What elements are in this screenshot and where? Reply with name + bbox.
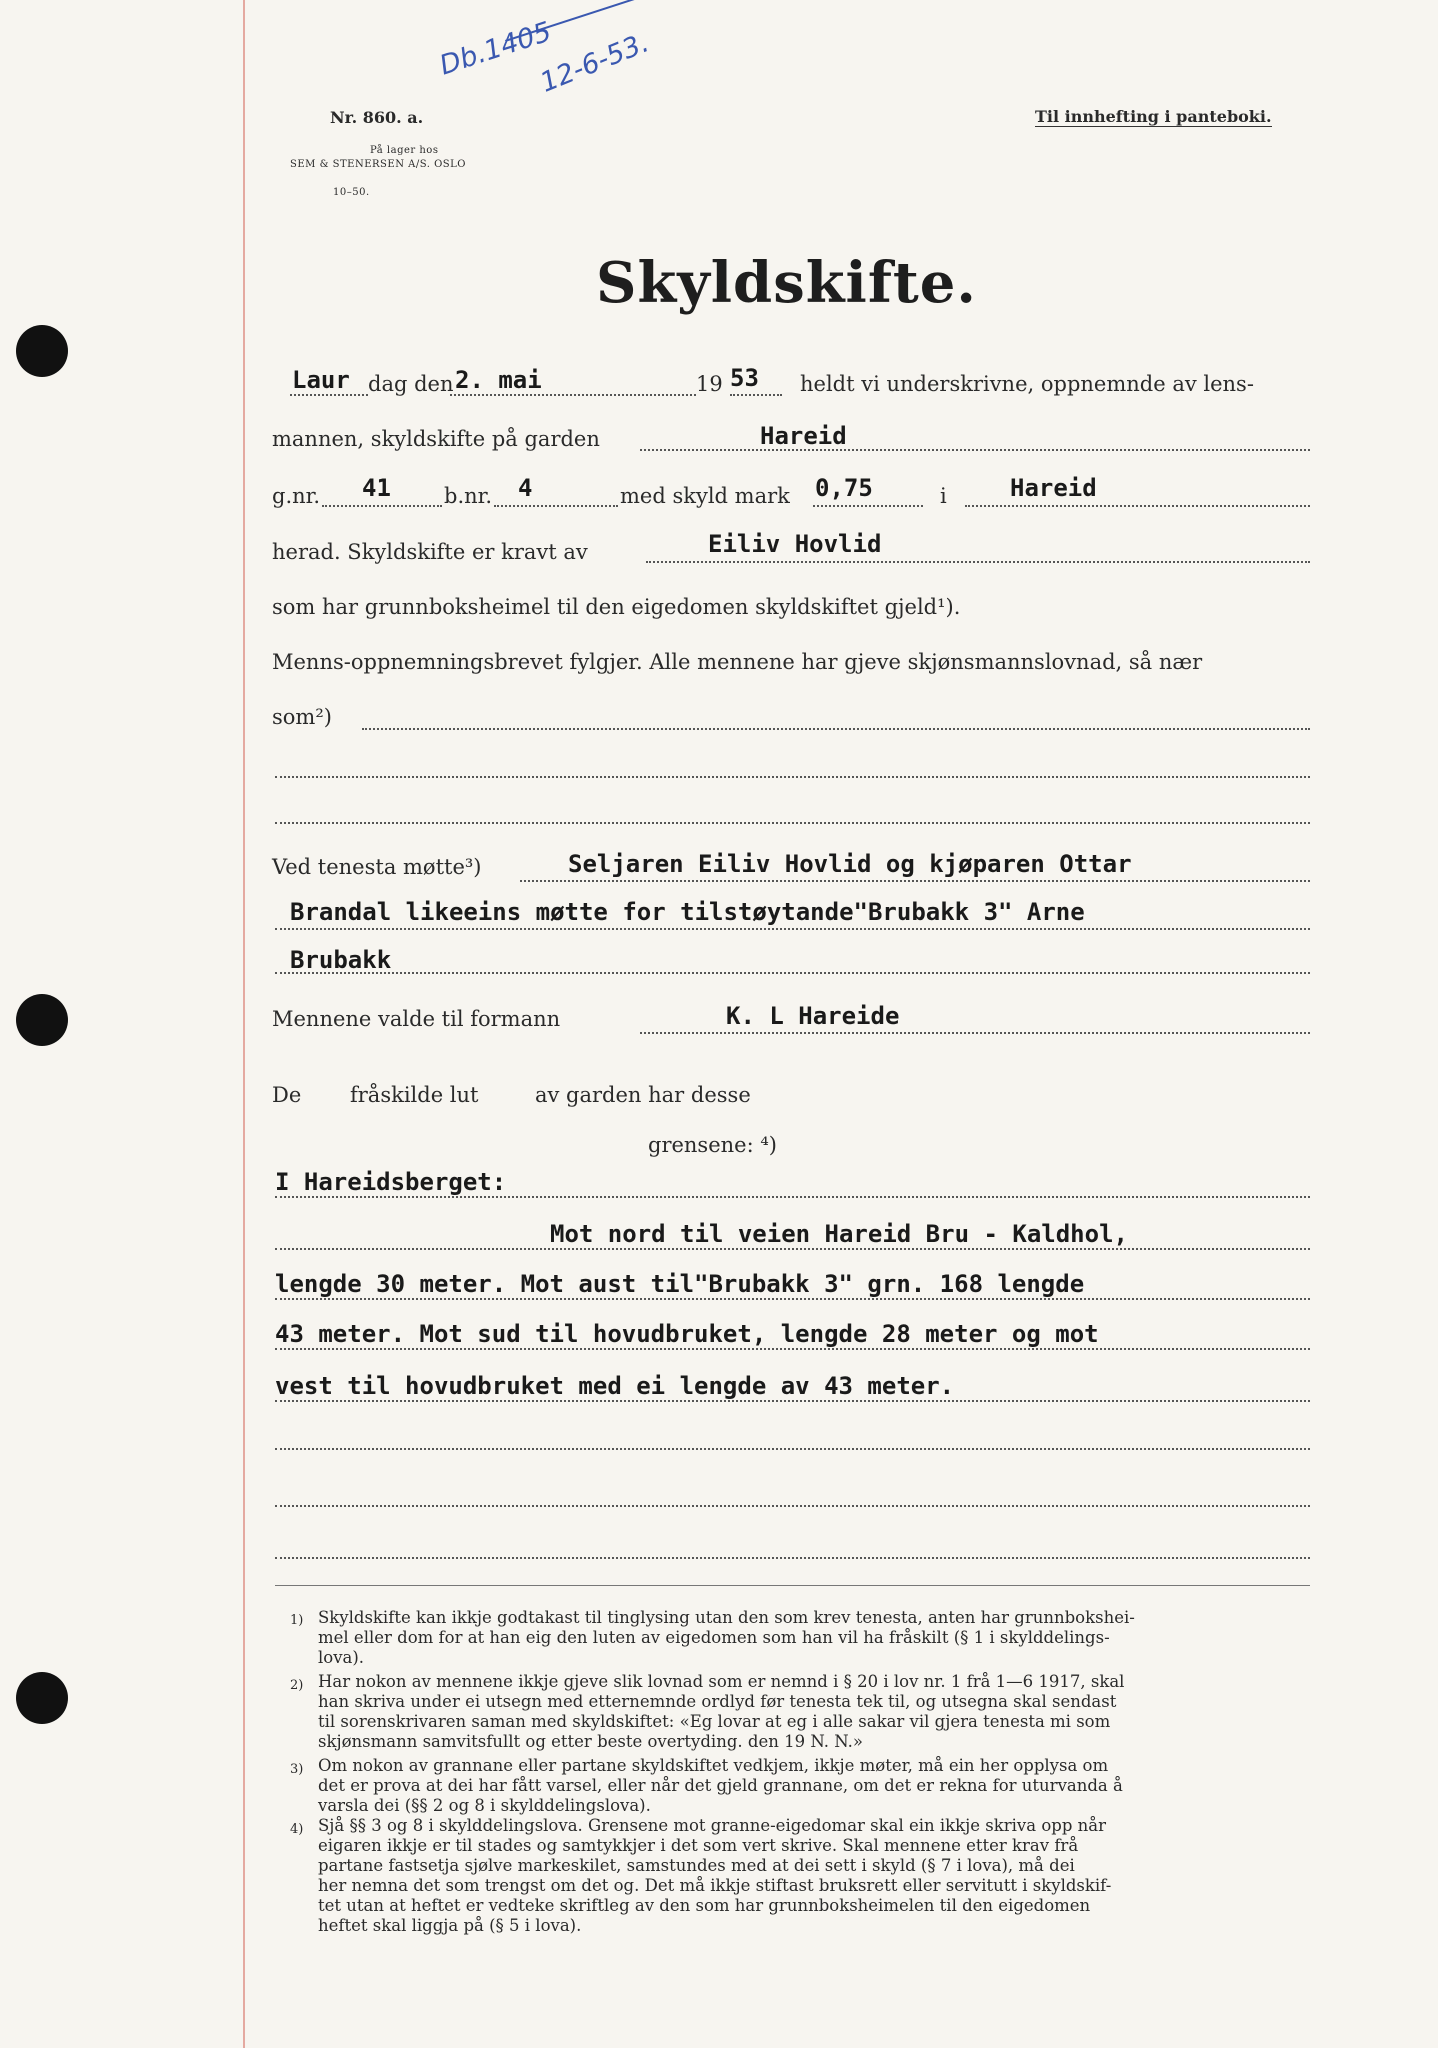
footnote-1-number: 1) (290, 1613, 304, 1628)
printer-date: 10–50. (333, 187, 370, 198)
herad-fill: Hareid (1010, 474, 1097, 502)
text-menns: Menns-oppnemningsbrevet fylgjer. Alle mennene har gjeve skjønsmannslovnad, så nær (272, 650, 1203, 674)
handwritten-reference: Db.1405 (436, 16, 556, 82)
boundary-line-5: vest til hovudbruket med ei lengde av 43 meter. (275, 1372, 955, 1400)
boundary-line-1: I Hareidsberget: (275, 1168, 507, 1196)
label-skyld: med skyld mark (620, 484, 790, 508)
label-herad: herad. Skyldskifte er kravt av (272, 540, 588, 564)
label-som: som²) (272, 705, 332, 729)
printer-name: SEM & STENERSEN A/S. OSLO (290, 159, 466, 170)
label-formann: Mennene valde til formann (272, 1007, 561, 1031)
label-mannen: mannen, skyldskifte på garden (272, 427, 600, 451)
requester-fill: Eiliv Hovlid (708, 530, 882, 558)
footnote-4: Sjå §§ 3 og 8 i skylddelingslova. Grensene mot granne-eigedomar skal ein ikkje skriva opp når eigaren ikkje er til stades og samtykkjer i det som vert skrive. Skal mennene etter krav frå partane fastsetja sjølve markeskilet, samstundes med at dei sett i skyld (§ 7 i lova), må dei her nemna det som trengst om det og. Det må ikkje stiftast bruksrett eller servitutt i skyldskif- tet utan at heftet er vedteke skriftleg av den som har grunnboksheimelen til den eigedomen heftet skal liggja på (§ 5 i lova). (318, 1816, 1112, 1935)
attendees-line-3: Brubakk (290, 946, 392, 974)
footnote-3-number: 3) (290, 1762, 304, 1777)
label-gnr: g.nr. (272, 484, 321, 508)
handwritten-date: 12-6-53. (536, 27, 654, 99)
year-fill: 53 (730, 364, 759, 392)
document-title: Skyldskifte. (596, 250, 977, 316)
footnote-3: Om nokon av grannane eller partane skyldskiftet vedkjem, ikkje møter, må ein her opplysa om det er prova at dei har fått varsel, eller når det gjeld grannane, om det er rekna for uturvanda å varsla dei (§§ 2 og 8 i skylddelingslova). (318, 1756, 1123, 1815)
weekday-fill: Laur (292, 366, 350, 394)
footnote-4-number: 4) (290, 1822, 304, 1837)
label-year-prefix: 19 (696, 372, 723, 396)
label-fraskilde: fråskilde lut (350, 1083, 479, 1107)
label-dag-den: dag den (368, 372, 454, 396)
attendees-line-2: Brandal likeeins møtte for tilstøytande"Brubakk 3" Arne (290, 898, 1085, 926)
footnote-2: Har nokon av mennene ikkje gjeve slik lovnad som er nemnd i § 20 i lov nr. 1 frå 1—6 1917, skal han skriva under ei utsegn med etternemnde ordlyd før tenesta tek til, og utsegna skal sendast til sorenskrivaren saman med skyldskiftet: «Eg lovar at eg i alle sakar vil gjera tenesta mi som skjønsmann samvitsfullt og etter beste overtyding. den 19 N. N.» (318, 1672, 1125, 1751)
boundary-line-4: 43 meter. Mot sud til hovudbruket, lengde 28 meter og mot (275, 1320, 1099, 1348)
date-fill: 2. mai (455, 366, 542, 394)
gnr-fill: 41 (362, 474, 391, 502)
form-number: Nr. 860. a. (330, 108, 424, 127)
boundary-line-3: lengde 30 meter. Mot aust til"Brubakk 3" grn. 168 lengde (275, 1270, 1085, 1298)
label-de: De (272, 1083, 302, 1107)
label-av-garden: av garden har desse (535, 1083, 751, 1107)
label-bnr: b.nr. (444, 484, 493, 508)
footnote-separator (275, 1585, 1310, 1586)
binder-hole-middle (16, 994, 68, 1046)
text-grunnbok: som har grunnboksheimel til den eigedomen skyldskiftet gjeld¹). (272, 595, 961, 619)
label-line1-rest: heldt vi underskrivne, oppnemnde av lens- (800, 372, 1254, 396)
bnr-fill: 4 (518, 474, 533, 502)
chairman-fill: K. L Hareide (726, 1002, 900, 1030)
footnote-2-number: 2) (290, 1678, 304, 1693)
binder-hole-bottom (16, 1672, 68, 1724)
red-margin-line (243, 0, 245, 2048)
boundary-line-2: Mot nord til veien Hareid Bru - Kaldhol, (550, 1220, 1128, 1248)
skyld-fill: 0,75 (815, 474, 873, 502)
binder-hole-top (16, 325, 68, 377)
label-ved-tenesta: Ved tenesta møtte³) (272, 855, 482, 879)
label-i: i (940, 484, 947, 508)
label-grensene: grensene: ⁴) (648, 1133, 777, 1157)
farm-fill: Hareid (760, 422, 847, 450)
binding-note: Til innhefting i panteboki. (1035, 107, 1272, 126)
printer-stock-note: På lager hos (370, 145, 439, 156)
attendees-line-1: Seljaren Eiliv Hovlid og kjøparen Ottar (568, 850, 1132, 878)
footnote-1: Skyldskifte kan ikkje godtakast til tinglysing utan den som krev tenesta, anten har grunnbokshei- mel eller dom for at han eig den luten av eigedomen som han vil ha fråskilt (§ 1 i skylddelings- lova). (318, 1608, 1135, 1667)
